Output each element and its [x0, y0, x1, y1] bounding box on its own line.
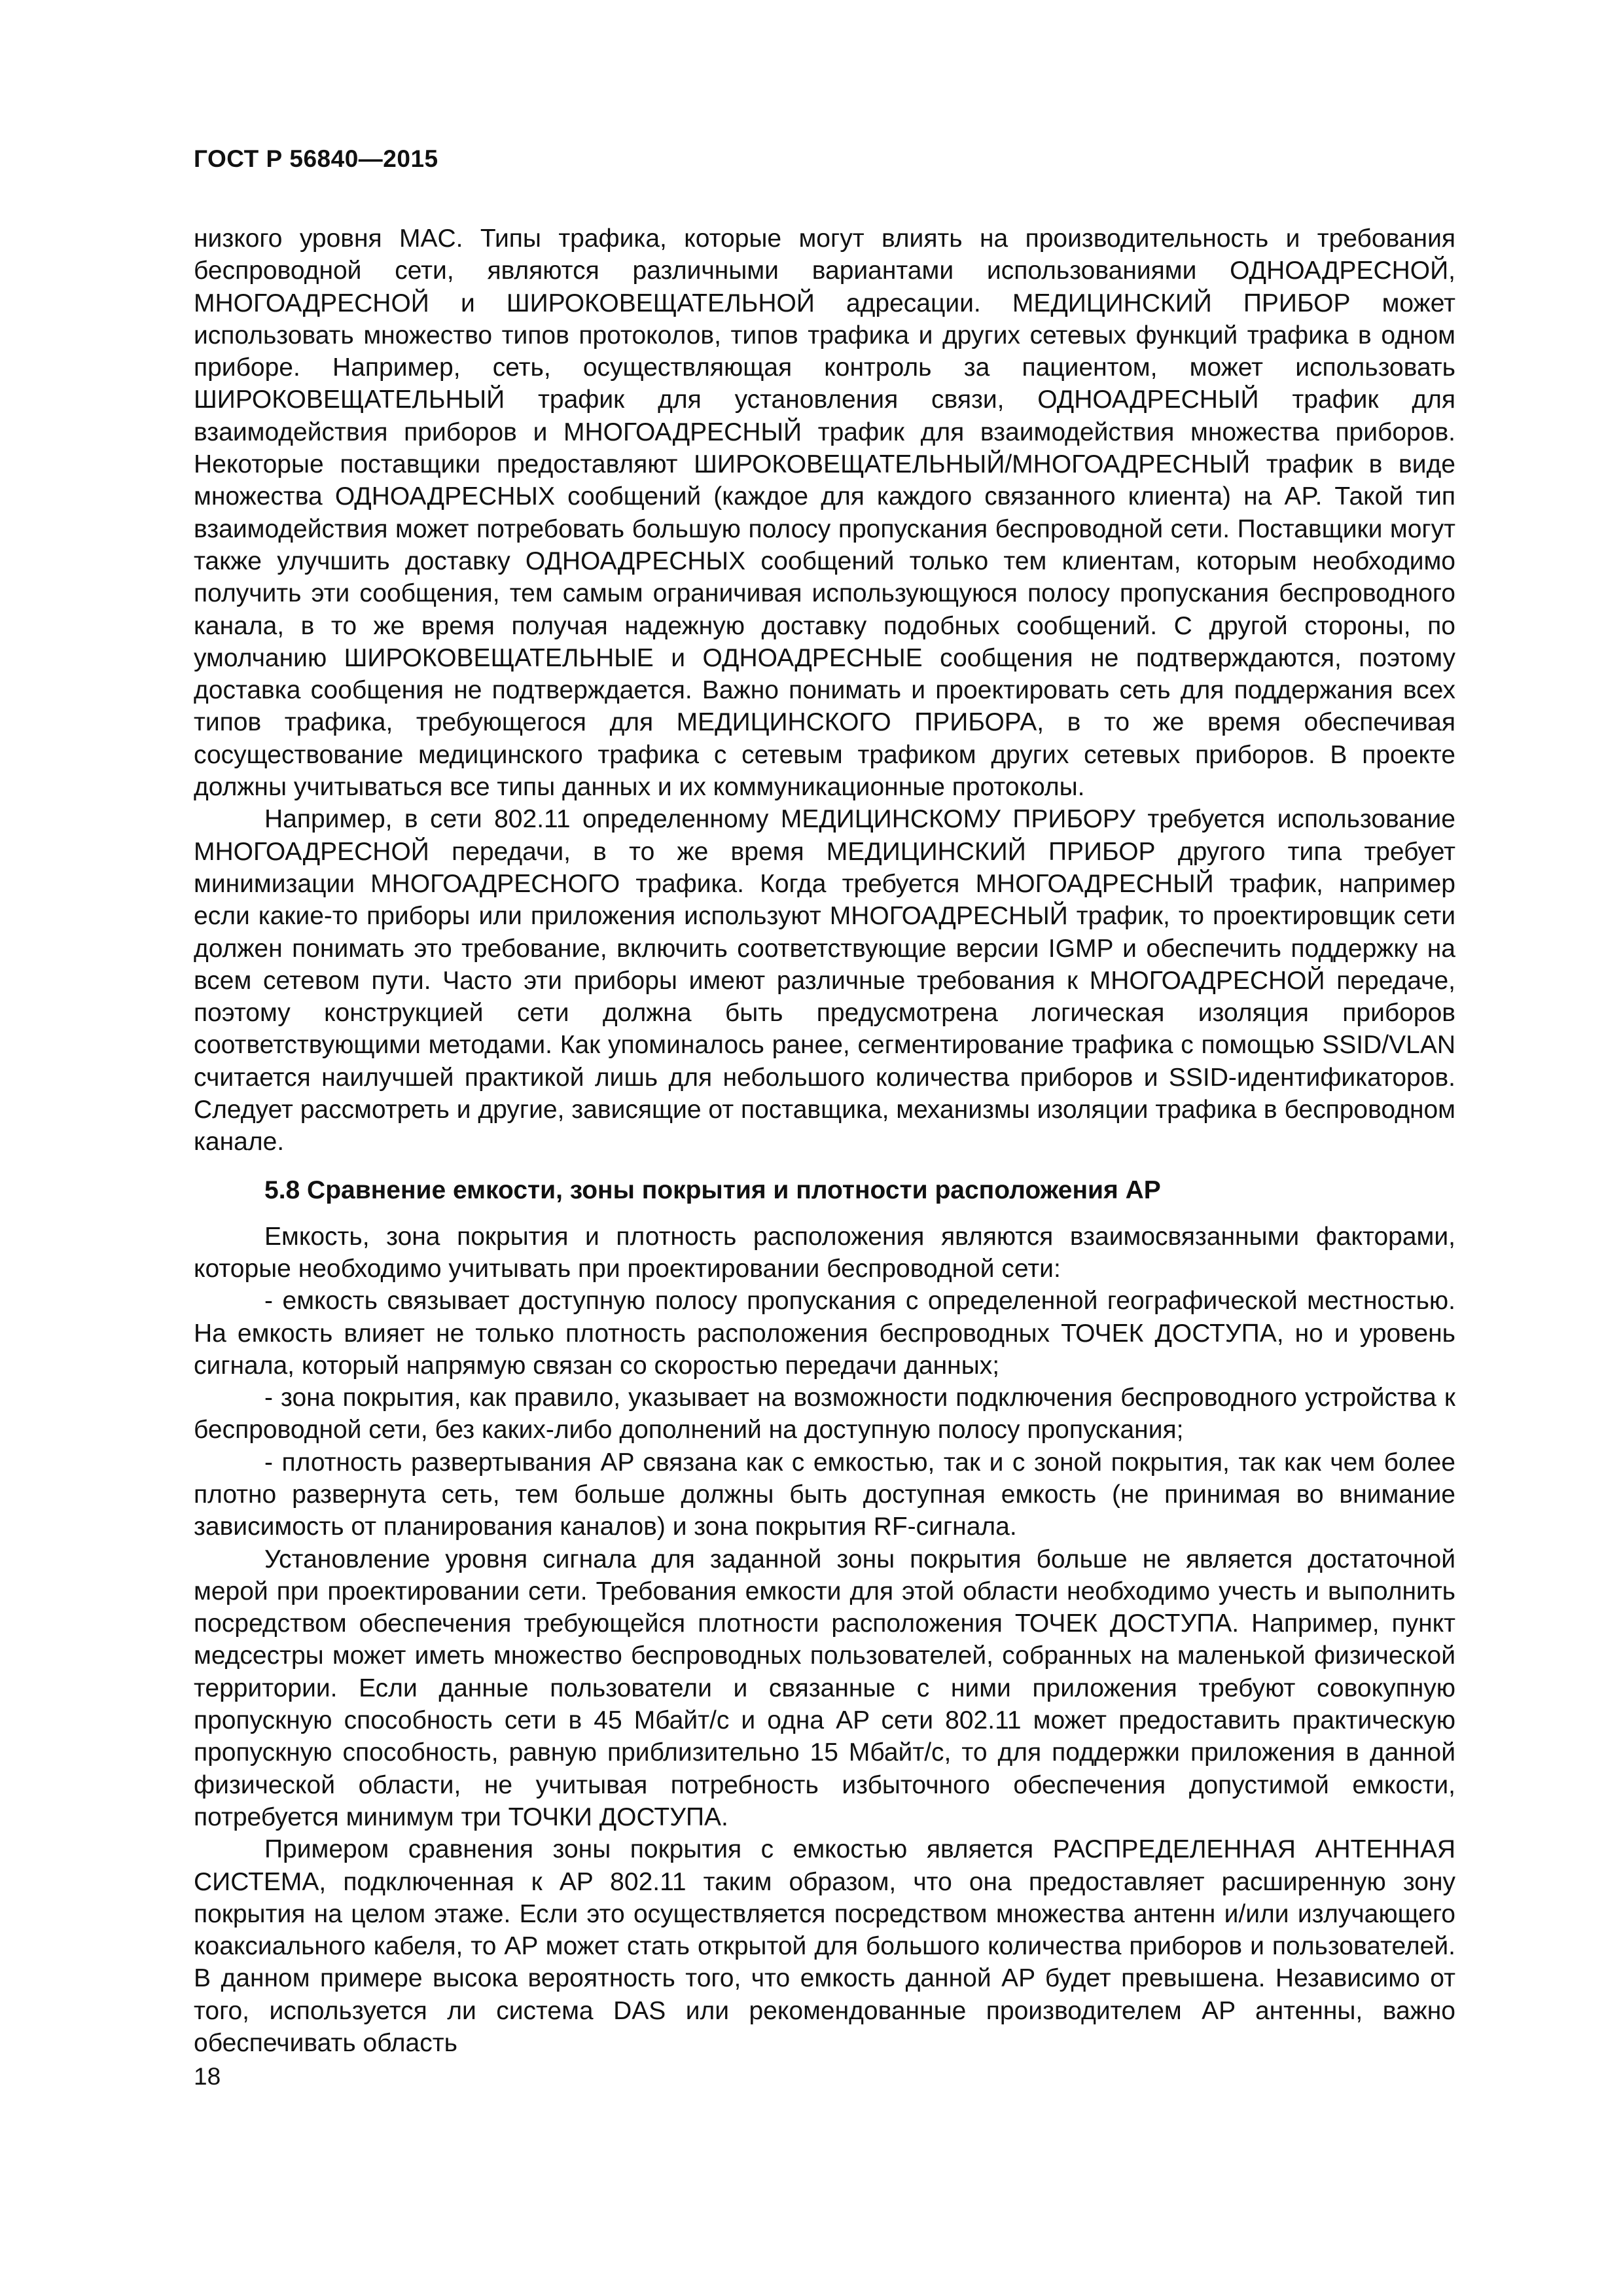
list-item: - емкость связывает доступную полосу пропускания с определенной географической местностью. На емкость влияет не только плотность расположения беспроводных ТОЧЕК ДОСТУПА, но и уровень сигнала, который напрямую связан со скоростью передачи данных;: [194, 1287, 1455, 1380]
section-heading: 5.8 Сравнение емкости, зоны покрытия и плотности расположения AP: [264, 1175, 1161, 1204]
list-item: - плотность развертывания AP связана как с емкостью, так и с зоной покрытия, так как чем более плотно развернута сеть, тем больше должны быть доступная емкость (не принимая во внимание зависимость от планирования каналов) и зона покрытия RF-сигнала.: [194, 1448, 1455, 1541]
paragraph: Например, в сети 802.11 определенному МЕДИЦИНСКОМУ ПРИБОРУ требуется использование МНОГОАДРЕСНОЙ передачи, в то же время МЕДИЦИНСКИЙ ПРИБОР другого типа требует минимизации МНОГОАДРЕСНОГО трафика. Когда требуется МНОГОАДРЕСНЫЙ трафик, например если какие-то приборы или приложения используют МНОГОАДРЕСНЫЙ трафик, то проектировщик сети должен понимать это требование, включить соответствующие версии IGMP и обеспечить поддержку на всем сетевом пути. Часто эти приборы имеют различные требования к МНОГОАДРЕСНОЙ передаче, поэтому конструкцией сети должна быть предусмотрена логическая изоляция приборов соответствующими методами. Как упоминалось ранее, сегментирование трафика с помощью SSID/VLAN считается наилучшей практикой лишь для небольшого количества приборов и SSID-идентификаторов. Следует рассмотреть и другие, зависящие от поставщика, механизмы изоляции трафика в беспроводном канале.: [194, 805, 1455, 1157]
paragraph: Установление уровня сигнала для заданной зоны покрытия больше не является достаточной мерой при проектировании сети. Требования емкости для этой области необходимо учесть и выполнить посредством обеспечения требующейся плотности расположения ТОЧЕК ДОСТУПА. Например, пункт медсестры может иметь множество беспроводных пользователей, собранных на маленькой физической территории. Если данные пользователи и связанные с ними приложения требуют совокупную пропускную способность сети в 45 Мбайт/с и одна AP сети 802.11 может предоставить практическую пропускную способность, равную приблизительно 15 Мбайт/с, то для поддержки приложения в данной физической области, не учитывая потребность избыточного обеспечения допустимой емкости, потребуется минимум три ТОЧКИ ДОСТУПА.: [194, 1545, 1455, 1831]
paragraph: Емкость, зона покрытия и плотность расположения являются взаимосвязанными факторами, которые необходимо учитывать при проектировании беспроводной сети:: [194, 1222, 1455, 1283]
paragraph: Примером сравнения зоны покрытия с емкостью является РАСПРЕДЕЛЕННАЯ АНТЕННАЯ СИСТЕМА, подключенная к AP 802.11 таким образом, что она предоставляет расширенную зону покрытия на целом этаже. Если это осуществляется посредством множества антенн и/или излучающего коаксиального кабеля, то AP может стать открытой для большого количества приборов и пользователей. В данном примере высока вероятность того, что емкость данной AP будет превышена. Независимо от того, используется ли система DAS или рекомендованные производителем AP антенны, важно обеспечивать область: [194, 1835, 1455, 2058]
document-body: [194, 223, 1455, 2059]
page-number: 18: [194, 2063, 221, 2090]
paragraph: низкого уровня MAC. Типы трафика, которые могут влиять на производительность и требования беспроводной сети, являются различными вариантами использованиями ОДНОАДРЕСНОЙ, МНОГОАДРЕСНОЙ и ШИРОКОВЕЩАТЕЛЬНОЙ адресации. МЕДИЦИНСКИЙ ПРИБОР может использовать множество типов протоколов, типов трафика и других сетевых функций трафика в одном приборе. Например, сеть, осуществляющая контроль за пациентом, может использовать ШИРОКОВЕЩАТЕЛЬНЫЙ трафик для установления связи, ОДНОАДРЕСНЫЙ трафик для взаимодействия приборов и МНОГОАДРЕСНЫЙ трафик для взаимодействия множества приборов. Некоторые поставщики предоставляют ШИРОКОВЕЩАТЕЛЬНЫЙ/МНОГОАДРЕСНЫЙ трафик в виде множества ОДНОАДРЕСНЫХ сообщений (каждое для каждого связанного клиента) на AP. Такой тип взаимодействия может потребовать большую полосу пропускания беспроводной сети. Поставщики могут также улучшить доставку ОДНОАДРЕСНЫХ сообщений только тем клиентам, которым необходимо получить эти сообщения, тем самым ограничивая использующуюся полосу пропускания беспроводного канала, в то же время получая надежную доставку подобных сообщений. С другой стороны, по умолчанию ШИРОКОВЕЩАТЕЛЬНЫЕ и ОДНОАДРЕСНЫЕ сообщения не подтверждаются, поэтому доставка сообщения не подтверждается. Важно понимать и проектировать сеть для поддержания всех типов трафика, требующегося для МЕДИЦИНСКОГО ПРИБОРА, в то же время обеспечивая сосуществование медицинского трафика с сетевым трафиком других сетевых приборов. В проекте должны учитываться все типы данных и их коммуникационные протоколы.: [194, 224, 1455, 802]
list-item: - зона покрытия, как правило, указывает на возможности подключения беспроводного устройства к беспроводной сети, без каких-либо дополнений на доступную полосу пропускания;: [194, 1384, 1455, 1444]
standard-id-header: ГОСТ Р 56840—2015: [194, 145, 438, 172]
